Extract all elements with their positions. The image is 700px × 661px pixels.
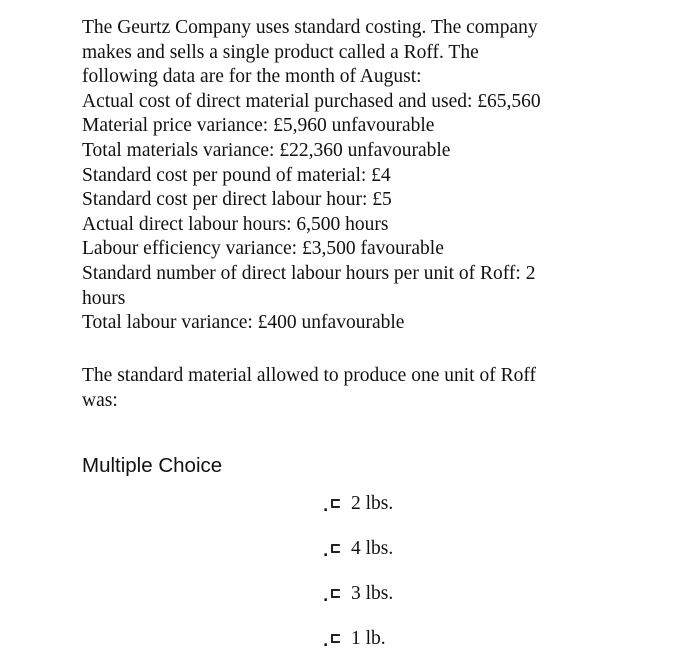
multiple-choice-heading: Multiple Choice [82,454,223,477]
question-text [82,16,582,336]
radio-button-icon[interactable] [331,544,340,553]
bullet-dot-icon: . [323,633,329,650]
question-line: Actual direct labour hours: 6,500 hours [82,213,389,235]
question-line: makes and sells a single product called a Roff. The [82,41,479,63]
question-line: Standard cost per direct labour hour: £5 [82,189,392,211]
question-prompt [82,364,582,413]
question-line: Material price variance: £5,960 unfavourable [82,115,435,137]
question-line: following data are for the month of August: [82,66,422,88]
question-line: Total labour variance: £400 unfavourable [82,312,405,334]
answer-option[interactable] [323,571,393,616]
answer-option-label: 4 lbs. [351,537,394,559]
bullet-dot-icon: . [323,588,329,605]
answer-option[interactable] [323,616,393,661]
question-line: Total materials variance: £22,360 unfavourable [82,139,451,161]
question-line: The Geurtz Company uses standard costing. The company [82,17,538,38]
prompt-line: The standard material allowed to produce one unit of Roff [82,365,536,386]
answer-option[interactable] [323,481,393,526]
bullet-dot-icon: . [323,543,329,560]
answer-option[interactable] [323,526,393,571]
answer-option-label: 1 lb. [351,627,386,649]
radio-button-icon[interactable] [331,589,340,598]
question-line: Labour efficiency variance: £3,500 favourable [82,238,444,260]
answer-options [323,481,393,661]
question-line: Actual cost of direct material purchased and used: £65,560 [82,90,541,112]
answer-option-label: 3 lbs. [351,582,394,604]
radio-button-icon[interactable] [331,499,340,508]
question-line: Standard number of direct labour hours per unit of Roff: 2 [82,262,536,284]
prompt-line: was: [82,389,118,411]
question-line: Standard cost per pound of material: £4 [82,164,391,186]
radio-button-icon[interactable] [331,634,340,643]
answer-option-label: 2 lbs. [351,492,394,514]
question-line: hours [82,287,126,309]
bullet-dot-icon: . [323,498,329,515]
